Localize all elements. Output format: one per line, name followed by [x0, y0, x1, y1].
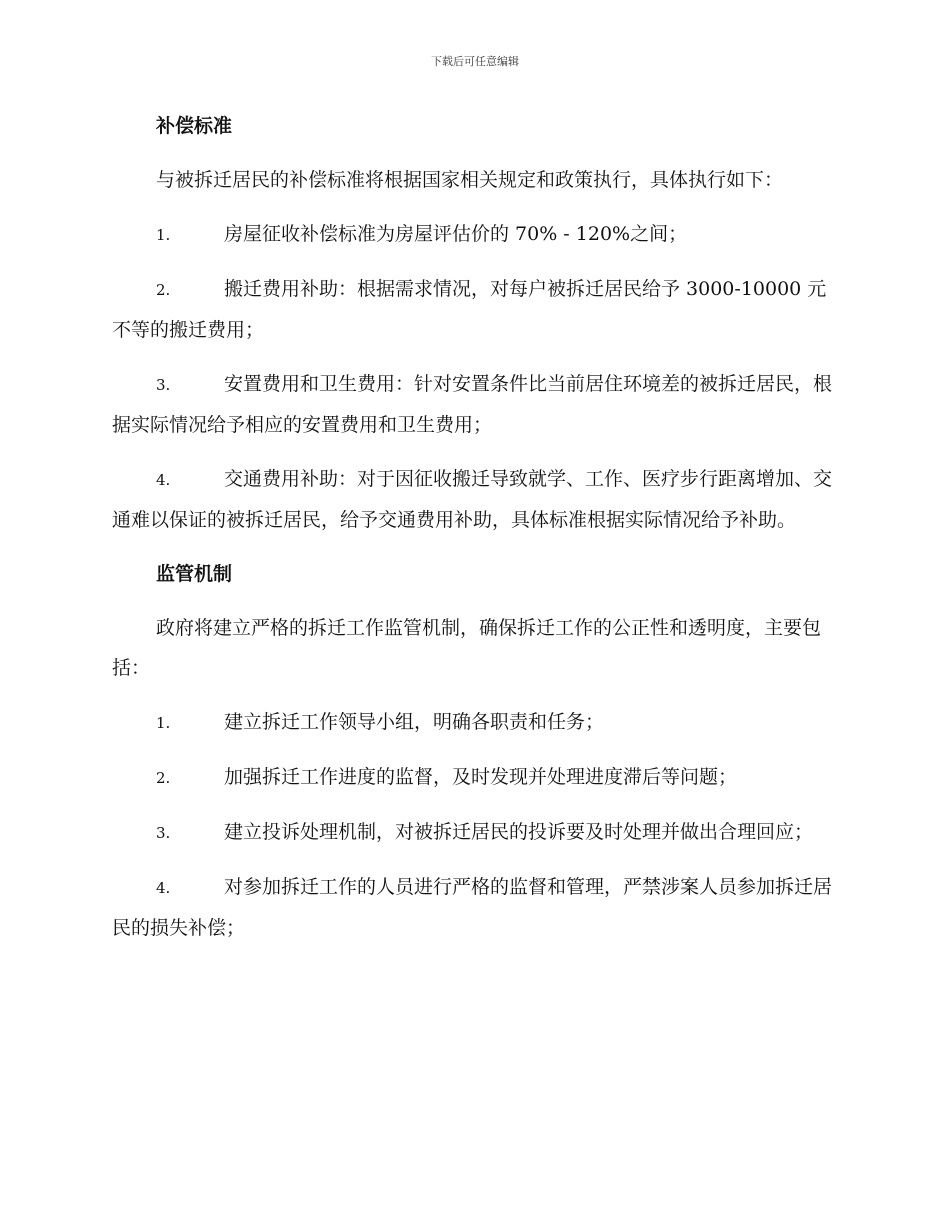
- document-body: [112, 106, 836, 962]
- section-intro: 政府将建立严格的拆迁工作监管机制，确保拆迁工作的公正性和透明度，主要包括：: [112, 617, 822, 679]
- list-item: [112, 214, 836, 255]
- list-item-text: 交通费用补助：对于因征收搬迁导致就学、工作、医疗步行距离增加、交通难以保证的被拆迁居民，给予交通费用补助，具体标准根据实际情况给予补助。: [112, 468, 833, 531]
- list-item-number: 3.: [156, 376, 171, 394]
- list-item-text: 安置费用和卫生费用：针对安置条件比当前居住环境差的被拆迁居民，根据实际情况给予相应的安置费用和卫生费用；: [112, 373, 833, 436]
- list-item-number: 2.: [156, 769, 171, 787]
- list-item-text: 搬迁费用补助：根据需求情况，对每户被拆迁居民给予 3000-10000 元不等的搬迁费用；: [112, 278, 827, 341]
- list-item-number: 4.: [156, 471, 171, 489]
- list-item: [112, 812, 836, 853]
- section-compensation: [112, 106, 836, 540]
- list-item: [112, 459, 836, 540]
- section-intro: 与被拆迁居民的补偿标准将根据国家相关规定和政策执行，具体执行如下：: [156, 169, 784, 191]
- section-heading: 补偿标准: [156, 115, 233, 137]
- list-item-number: 3.: [156, 824, 171, 842]
- list-item: [112, 702, 836, 743]
- list-item-text: 建立拆迁工作领导小组，明确各职责和任务；: [224, 711, 605, 733]
- list-item-number: 4.: [156, 879, 171, 897]
- list-item: [112, 757, 836, 798]
- list-item-text: 对参加拆迁工作的人员进行严格的监督和管理，严禁涉案人员参加拆迁居民的损失补偿；: [112, 876, 833, 939]
- list-item: [112, 364, 836, 445]
- page-header: 下载后可任意编辑: [431, 55, 519, 68]
- section-supervision: [112, 554, 836, 948]
- list-item-number: 2.: [156, 281, 171, 299]
- list-item-number: 1.: [156, 714, 171, 732]
- list-item-text: 房屋征收补偿标准为房屋评估价的 70% - 120%之间；: [224, 223, 688, 245]
- list-item-number: 1.: [156, 226, 171, 244]
- list-item: [112, 867, 836, 948]
- list-item-text: 建立投诉处理机制，对被拆迁居民的投诉要及时处理并做出合理回应；: [224, 821, 814, 843]
- section-heading: 监管机制: [156, 563, 233, 585]
- list-item-text: 加强拆迁工作进度的监督，及时发现并处理进度滞后等问题；: [224, 766, 738, 788]
- list-item: [112, 269, 836, 350]
